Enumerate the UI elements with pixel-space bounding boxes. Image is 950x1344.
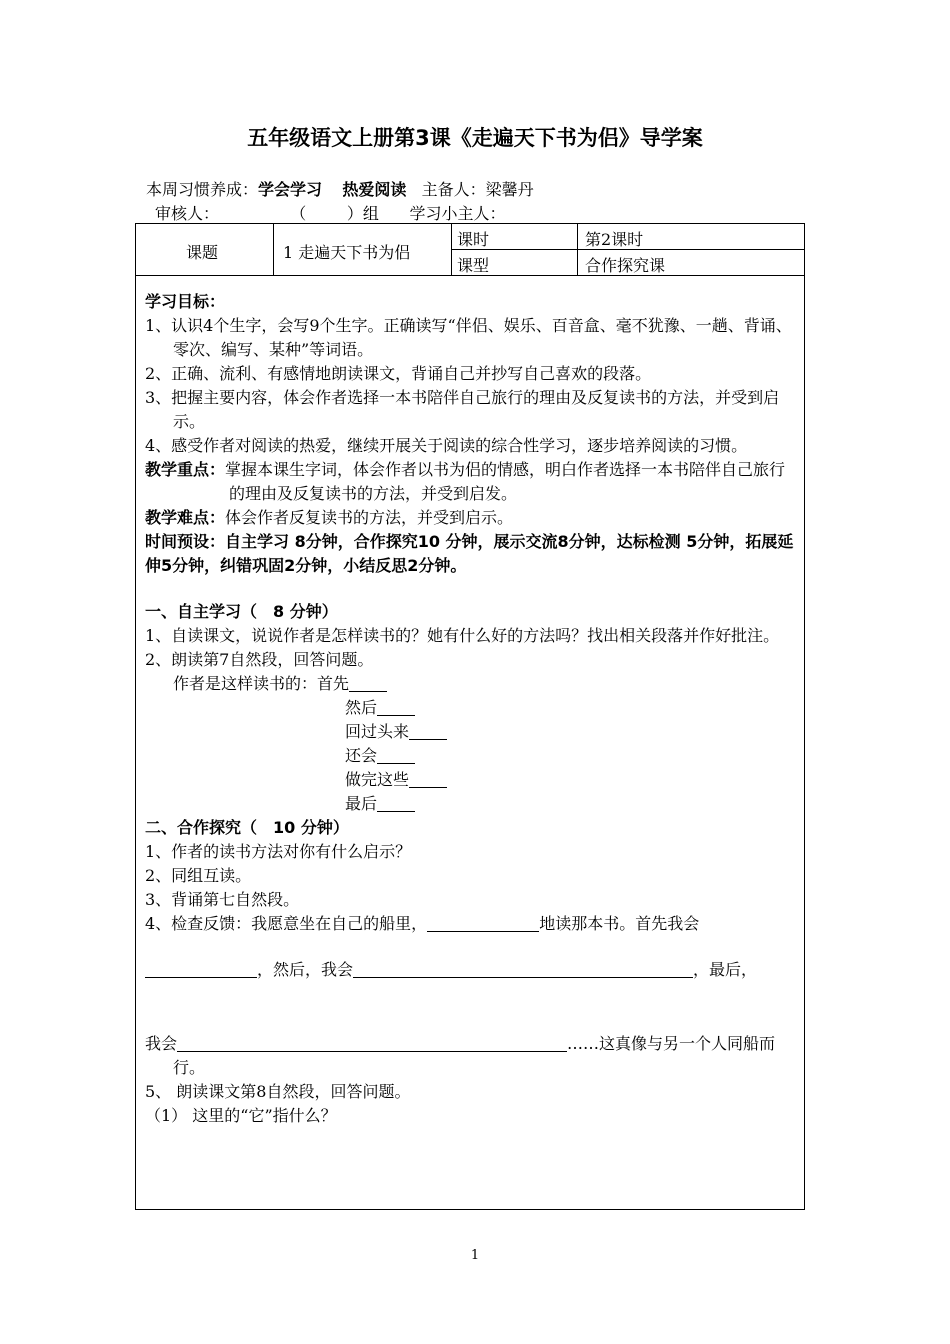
section2-q5: 5、 朗读课文第8自然段，回答问题。 bbox=[145, 1082, 411, 1101]
time-plan: 时间预设：自主学习 8分钟，合作探究10 分钟，展示交流8分钟，达标检测 5分钟，拓展延伸5分钟，纠错巩固2分钟，小结反思2分钟。 bbox=[145, 532, 794, 575]
reading-steps-lead: 作者是这样读书的：首先 bbox=[145, 672, 800, 696]
reading-step-line bbox=[145, 768, 800, 792]
section2-item: 2、同组互读。 bbox=[145, 866, 252, 885]
lesson-body bbox=[145, 290, 800, 1128]
reviewer-label: 审核人： bbox=[155, 204, 220, 223]
reading-step: 做完这些 bbox=[345, 770, 410, 789]
key-point bbox=[145, 458, 800, 506]
reading-step-line bbox=[145, 720, 800, 744]
answer-blank[interactable] bbox=[377, 795, 415, 812]
answer-blank[interactable] bbox=[145, 961, 257, 978]
reading-step: 回过头来 bbox=[345, 722, 410, 741]
col-divider-1 bbox=[273, 223, 274, 275]
habit-label: 本周习惯养成： bbox=[146, 180, 259, 199]
answer-blank[interactable] bbox=[409, 771, 447, 788]
group-label: （ ）组 bbox=[290, 204, 379, 223]
habit-1: 学会学习 bbox=[258, 180, 323, 199]
col-divider-2 bbox=[451, 223, 452, 275]
page-number: 1 bbox=[470, 1248, 480, 1263]
goal-item: 1、认识4个生字，会写9个生字。正确读写“伴侣、娱乐、百音盒、毫不犹豫、一趟、背诵、零次、编写、某种”等词语。 bbox=[145, 316, 792, 359]
meta-line-2 bbox=[155, 201, 505, 224]
section2-q4-line1: 4、检查反馈：我愿意坐在自己的船里， 地读那本书。首先我会 bbox=[145, 914, 700, 933]
col-divider-3 bbox=[577, 223, 578, 275]
goal-item: 2、正确、流利、有感情地朗读课文，背诵自己并抄写自己喜欢的段落。 bbox=[145, 364, 652, 383]
reading-step: 还会 bbox=[345, 746, 378, 765]
habit-2: 热爱阅读 bbox=[342, 180, 407, 199]
type-label: 课型 bbox=[457, 256, 490, 275]
answer-blank[interactable] bbox=[177, 1035, 567, 1052]
answer-blank[interactable] bbox=[377, 747, 415, 764]
answer-blank[interactable] bbox=[409, 723, 447, 740]
answer-blank[interactable] bbox=[377, 699, 415, 716]
section2-heading: 二、合作探究（ 10 分钟） bbox=[145, 818, 349, 837]
key-point-text: 掌握本课生字词，体会作者以书为侣的情感，明白作者选择一本书陪伴自己旅行的理由及反复读书的方法，并受到启发。 bbox=[225, 460, 786, 503]
answer-blank[interactable] bbox=[349, 675, 387, 692]
difficulty-label: 教学难点： bbox=[145, 508, 226, 527]
answer-blank[interactable] bbox=[353, 961, 693, 978]
type-value: 合作探究课 bbox=[585, 256, 666, 275]
section1-q1: 1、自读课文，说说作者是怎样读书的？她有什么好的方法吗？找出相关段落并作好批注。 bbox=[145, 626, 780, 645]
section1-heading: 一、自主学习（ 8 分钟） bbox=[145, 602, 338, 621]
section2-q5-1: （1） 这里的“它”指什么？ bbox=[145, 1106, 337, 1125]
reading-step-line bbox=[145, 744, 800, 768]
reading-step-line bbox=[145, 792, 800, 816]
section2-item: 1、作者的读书方法对你有什么启示？ bbox=[145, 842, 412, 861]
key-point-label: 教学重点： bbox=[145, 460, 226, 479]
period-label: 课时 bbox=[457, 230, 490, 249]
section2-item: 3、背诵第七自然段。 bbox=[145, 890, 300, 909]
preparer: 主备人：梁馨丹 bbox=[421, 180, 534, 199]
answer-blank[interactable] bbox=[427, 915, 539, 932]
period-value: 第2课时 bbox=[585, 230, 644, 249]
reading-step: 然后 bbox=[345, 698, 378, 717]
section2-q4-line3: 我会 ……这真像与另一个人同船而行。 bbox=[145, 1034, 776, 1077]
reading-step: 最后 bbox=[345, 794, 378, 813]
leader-label: 学习小主人： bbox=[409, 204, 506, 223]
goal-item: 4、感受作者对阅读的热爱，继续开展关于阅读的综合性学习，逐步培养阅读的习惯。 bbox=[145, 436, 748, 455]
topic-label: 课题 bbox=[186, 243, 219, 262]
reading-step-line bbox=[145, 696, 800, 720]
difficulty-text: 体会作者反复读书的方法，并受到启示。 bbox=[225, 508, 514, 527]
section2-q4-line2: ，然后，我会 ，最后， bbox=[145, 958, 800, 982]
topic-value: 1 走遍天下书为侣 bbox=[283, 243, 411, 262]
section1-q2: 2、朗读第7自然段，回答问题。 bbox=[145, 650, 374, 669]
reading-step: 首先 bbox=[317, 674, 350, 693]
difficulty bbox=[145, 506, 800, 530]
document-title: 五年级语文上册第3课《走遍天下书为侣》导学案 bbox=[247, 126, 703, 150]
meta-line-1 bbox=[146, 177, 534, 200]
goal-item: 3、把握主要内容，体会作者选择一本书陪伴自己旅行的理由及反复读书的方法，并受到启示。 bbox=[145, 388, 780, 431]
goals-heading: 学习目标： bbox=[145, 292, 226, 311]
